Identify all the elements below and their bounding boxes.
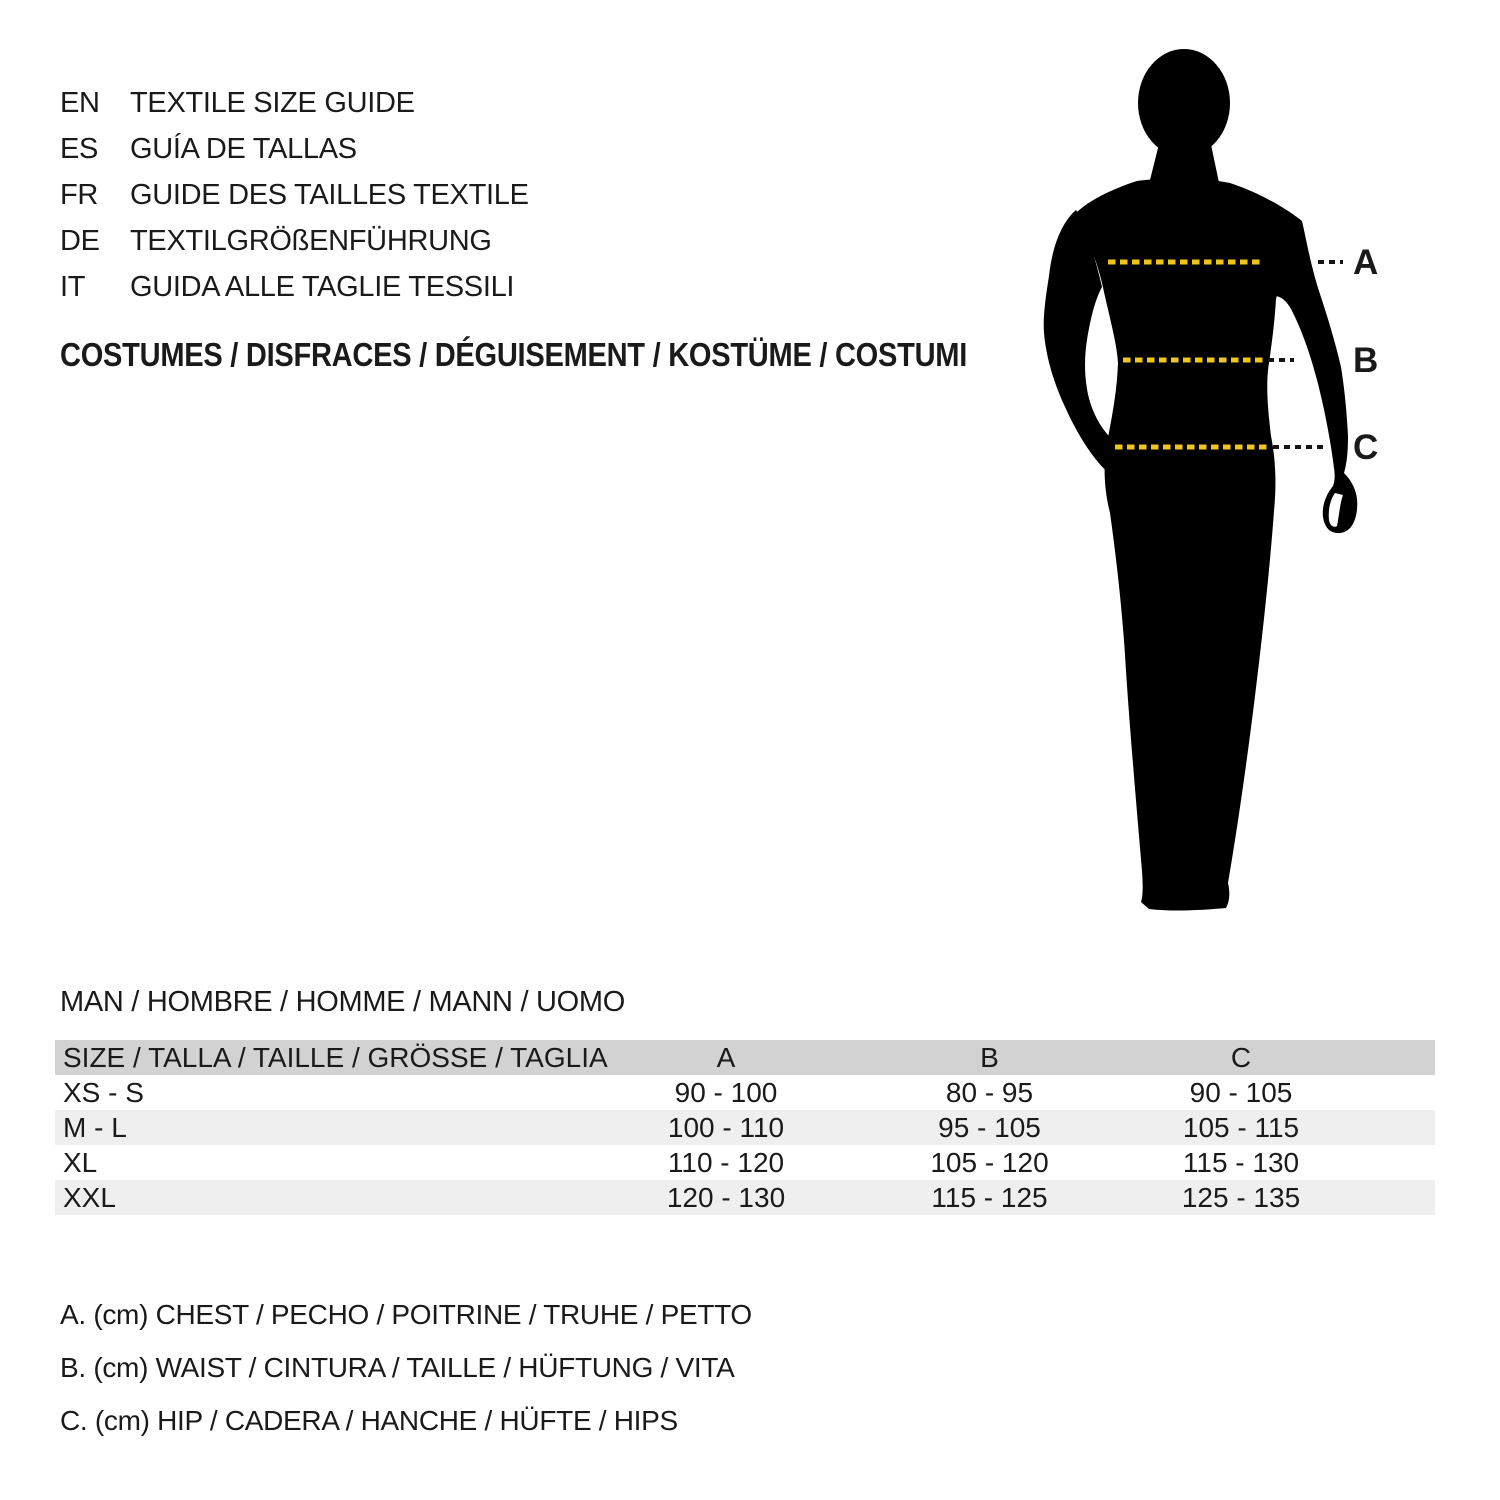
size-row-xxl [55,1180,1435,1215]
measure-note-hip: C. (cm) HIP / CADERA / HANCHE / HÜFTE / HIPS [60,1404,678,1436]
language-row-de [60,218,529,264]
column-header-filler [1365,1040,1435,1075]
language-row-fr [60,172,529,218]
size-table [55,1040,1435,1215]
guide-title-de: TEXTILGRÖßENFÜHRUNG [130,224,492,257]
filler-cell [1365,1145,1435,1180]
filler-cell [1365,1075,1435,1110]
language-code-es: ES [60,132,99,165]
hip-range-cell: 105 - 115 [1182,1111,1300,1143]
filler-cell [1365,1110,1435,1145]
language-code-fr: FR [60,178,99,211]
chest-range-cell: 110 - 120 [667,1146,785,1178]
chest-label: A [1353,243,1379,282]
hip-range-cell: 115 - 130 [1182,1146,1300,1178]
column-header-b: B [980,1041,999,1073]
section-heading-man: MAN / HOMBRE / HOMME / MANN / UOMO [60,986,625,1018]
guide-title-es: GUÍA DE TALLAS [130,132,357,165]
language-code-de: DE [60,224,100,257]
language-row-es [60,126,529,172]
waist-range-cell: 80 - 95 [945,1076,1034,1108]
category-heading: COSTUMES / DISFRACES / DÉGUISEMENT / KOSTÜME / COSTUMI [60,336,968,373]
language-title-list [60,80,529,310]
language-row-en [60,80,529,126]
chest-range-cell: 100 - 110 [667,1111,785,1143]
silhouette-right-arm-hanging [1276,221,1357,533]
size-column-header: SIZE / TALLA / TAILLE / GRÖSSE / TAGLIA [63,1041,608,1073]
size-row-m-l [55,1110,1435,1145]
measure-notes [60,1288,752,1447]
language-code-en: EN [60,86,100,119]
size-cell: M - L [63,1111,127,1143]
column-header-c: C [1230,1041,1252,1073]
waist-range-cell: 105 - 120 [930,1146,1049,1178]
waist-range-cell: 115 - 125 [931,1181,1048,1213]
size-table-header-row [55,1040,1435,1075]
silhouette-torso-legs [1074,178,1302,910]
guide-title-it: GUIDA ALLE TAGLIE TESSILI [130,270,515,303]
chest-range-cell: 120 - 130 [666,1181,786,1213]
hip-range-cell: 125 - 135 [1181,1181,1301,1213]
size-row-xl [55,1145,1435,1180]
size-cell: XXL [63,1181,116,1213]
language-code-it: IT [60,270,86,303]
measure-note-waist: B. (cm) WAIST / CINTURA / TAILLE / HÜFTUNG / VITA [60,1351,735,1383]
hip-range-cell: 90 - 105 [1189,1076,1293,1108]
hip-label: C [1353,428,1379,467]
waist-range-cell: 95 - 105 [938,1111,1041,1143]
guide-title-en: TEXTILE SIZE GUIDE [130,86,415,119]
size-cell: XL [63,1146,98,1178]
filler-cell [1365,1180,1435,1215]
size-row-xs-s [55,1075,1435,1110]
language-row-it [60,264,529,310]
size-cell: XS - S [63,1076,144,1108]
measure-note-chest: A. (cm) CHEST / PECHO / POITRINE / TRUHE / PETTO [60,1298,752,1330]
waist-label: B [1353,341,1379,380]
guide-title-fr: GUIDE DES TAILLES TEXTILE [130,178,529,211]
column-header-a: A [716,1041,736,1073]
man-silhouette-figure [1040,40,1400,930]
chest-range-cell: 90 - 100 [674,1076,778,1108]
